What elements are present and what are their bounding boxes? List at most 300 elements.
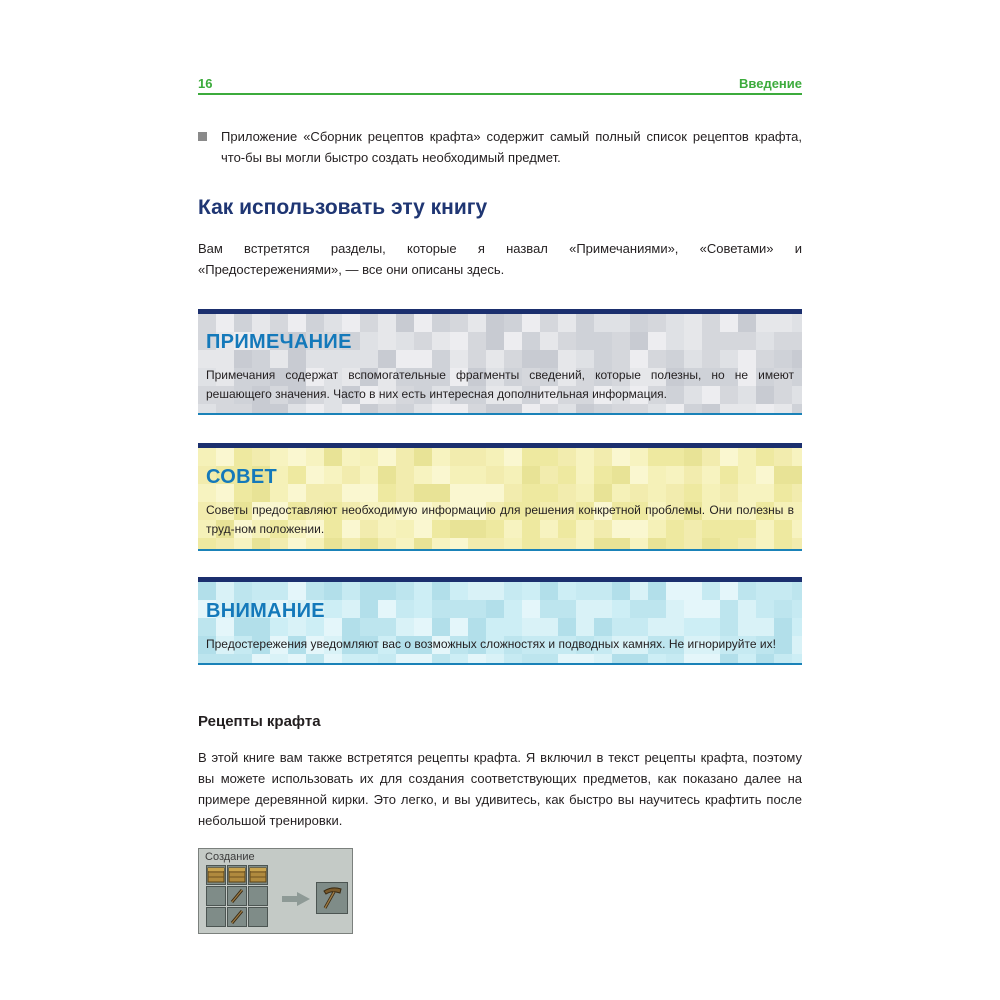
- pixel-tile: [234, 314, 252, 332]
- pixel-tile: [306, 484, 324, 502]
- pixel-tile: [558, 466, 576, 484]
- pixel-tile: [486, 466, 504, 484]
- pixel-tile: [684, 332, 702, 350]
- pixel-tile: [756, 582, 774, 600]
- pixel-tile: [252, 538, 270, 549]
- pixel-tile: [720, 314, 738, 332]
- pixel-tile: [342, 600, 360, 618]
- pixel-tile: [522, 484, 540, 502]
- pixel-tile: [270, 314, 288, 332]
- pixel-tile: [360, 582, 378, 600]
- pixel-tile: [234, 404, 252, 413]
- pixel-tile: [702, 618, 720, 636]
- pixel-tile: [288, 582, 306, 600]
- pixel-tile: [306, 466, 324, 484]
- pixel-tile: [288, 484, 306, 502]
- pixel-tile: [774, 654, 792, 663]
- pixel-tile: [396, 654, 414, 663]
- pixel-tile: [702, 404, 720, 413]
- bullet-item: [198, 126, 802, 168]
- pixel-tile: [342, 448, 360, 466]
- pixel-tile: [630, 466, 648, 484]
- pixel-tile: [792, 654, 802, 663]
- pixel-tile: [720, 538, 738, 549]
- pixel-tile: [234, 538, 252, 549]
- pixel-tile: [504, 538, 522, 549]
- pixel-tile: [630, 538, 648, 549]
- pixel-tile: [414, 600, 432, 618]
- pixel-tile: [396, 484, 414, 502]
- pixel-tile: [468, 314, 486, 332]
- pixel-tile: [414, 654, 432, 663]
- pixel-tile: [324, 654, 342, 663]
- pixel-tile: [234, 582, 252, 600]
- pixel-tile: [522, 404, 540, 413]
- pixel-tile: [450, 314, 468, 332]
- page-number: 16: [198, 76, 213, 91]
- wooden-pickaxe-icon: [317, 883, 347, 913]
- pixel-tile: [306, 538, 324, 549]
- warning-text: Предостережения уведомляют вас о возможных сложностях и подводных камнях. Не игнорируйте их!: [206, 637, 776, 651]
- pixel-tile: [486, 582, 504, 600]
- pixel-tile: [576, 466, 594, 484]
- pixel-tile: [396, 332, 414, 350]
- pixel-tile: [450, 582, 468, 600]
- pixel-tile: [666, 448, 684, 466]
- pixel-tile: [648, 466, 666, 484]
- pixel-tile: [216, 314, 234, 332]
- pixel-tile: [756, 538, 774, 549]
- pixel-tile: [414, 404, 432, 413]
- pixel-tile: [576, 314, 594, 332]
- pixel-tile: [468, 654, 486, 663]
- pixel-tile: [630, 332, 648, 350]
- crafting-slot: [206, 865, 226, 885]
- pixel-tile: [198, 582, 216, 600]
- pixel-tile: [324, 618, 342, 636]
- pixel-tile: [270, 404, 288, 413]
- pixel-tile: [378, 314, 396, 332]
- pixel-tile: [576, 484, 594, 502]
- pixel-tile: [540, 484, 558, 502]
- pixel-tile: [396, 466, 414, 484]
- pixel-tile: [666, 466, 684, 484]
- pixel-tile: [576, 538, 594, 549]
- pixel-tile: [450, 600, 468, 618]
- pixel-tile: [486, 314, 504, 332]
- pixel-tile: [306, 582, 324, 600]
- pixel-tile: [756, 332, 774, 350]
- pixel-tile: [576, 582, 594, 600]
- section-heading: Как использовать эту книгу: [198, 196, 488, 219]
- pixel-tile: [720, 654, 738, 663]
- crafting-slot: [227, 886, 247, 906]
- pixel-tile: [774, 466, 792, 484]
- pixel-tile: [774, 538, 792, 549]
- pixel-tile: [306, 314, 324, 332]
- pixel-tile: [522, 448, 540, 466]
- pixel-tile: [720, 582, 738, 600]
- pixel-tile: [252, 582, 270, 600]
- pixel-tile: [666, 600, 684, 618]
- pixel-tile: [288, 538, 306, 549]
- crafting-slot: [227, 865, 247, 885]
- pixel-tile: [324, 314, 342, 332]
- pixel-tile: [432, 582, 450, 600]
- pixel-tile: [342, 618, 360, 636]
- pixel-tile: [360, 654, 378, 663]
- pixel-tile: [324, 538, 342, 549]
- pixel-tile: [486, 538, 504, 549]
- pixel-tile: [594, 466, 612, 484]
- pixel-tile: [396, 448, 414, 466]
- pixel-tile: [702, 314, 720, 332]
- pixel-tile: [720, 448, 738, 466]
- pixel-tile: [378, 618, 396, 636]
- pixel-tile: [540, 404, 558, 413]
- pixel-tile: [702, 332, 720, 350]
- pixel-tile: [684, 654, 702, 663]
- pixel-tile: [738, 448, 756, 466]
- pixel-tile: [288, 314, 306, 332]
- pixel-tile: [666, 484, 684, 502]
- pixel-tile: [576, 600, 594, 618]
- crafting-slot: [248, 865, 268, 885]
- pixel-tile: [270, 582, 288, 600]
- pixel-tile: [774, 448, 792, 466]
- stick-icon: [228, 908, 246, 926]
- pixel-tile: [342, 654, 360, 663]
- pixel-tile: [378, 538, 396, 549]
- pixel-tile: [540, 332, 558, 350]
- pixel-tile: [342, 466, 360, 484]
- pixel-tile: [468, 538, 486, 549]
- pixel-tile: [792, 600, 802, 618]
- pixel-tile: [558, 600, 576, 618]
- pixel-tile: [738, 538, 756, 549]
- pixel-tile: [738, 654, 756, 663]
- pixel-tile: [522, 618, 540, 636]
- pixel-tile: [450, 538, 468, 549]
- crafting-figure: [198, 848, 353, 934]
- pixel-tile: [414, 314, 432, 332]
- pixel-tile: [630, 404, 648, 413]
- pixel-tile: [738, 404, 756, 413]
- pixel-tile: [342, 484, 360, 502]
- pixel-tile: [288, 448, 306, 466]
- pixel-tile: [504, 582, 522, 600]
- pixel-tile: [684, 618, 702, 636]
- pixel-tile: [234, 448, 252, 466]
- pixel-tile: [306, 654, 324, 663]
- planks-icon: [249, 866, 267, 884]
- pixel-tile: [432, 618, 450, 636]
- pixel-tile: [756, 484, 774, 502]
- pixel-tile: [648, 484, 666, 502]
- pixel-tile: [522, 466, 540, 484]
- pixel-tile: [432, 404, 450, 413]
- pixel-tile: [738, 314, 756, 332]
- pixel-tile: [792, 538, 802, 549]
- pixel-tile: [540, 654, 558, 663]
- pixel-tile: [252, 314, 270, 332]
- pixel-tile: [252, 448, 270, 466]
- pixel-tile: [666, 538, 684, 549]
- pixel-tile: [486, 484, 504, 502]
- pixel-tile: [252, 654, 270, 663]
- pixel-tile: [558, 484, 576, 502]
- pixel-tile: [396, 600, 414, 618]
- pixel-tile: [648, 600, 666, 618]
- pixel-tile: [486, 654, 504, 663]
- pixel-tile: [450, 448, 468, 466]
- pixel-tile: [360, 404, 378, 413]
- pixel-tile: [414, 332, 432, 350]
- pixel-tile: [198, 538, 216, 549]
- planks-icon: [207, 866, 225, 884]
- running-header: [198, 76, 802, 95]
- pixel-tile: [324, 582, 342, 600]
- pixel-tile: [612, 448, 630, 466]
- section-intro: Вам встретятся разделы, которые я назвал «Примечаниями», «Советами» и «Предостережениями», — все они описаны здесь.: [198, 241, 802, 277]
- pixel-tile: [216, 448, 234, 466]
- pixel-tile: [522, 600, 540, 618]
- pixel-tile: [414, 448, 432, 466]
- pixel-tile: [756, 466, 774, 484]
- pixel-tile: [378, 466, 396, 484]
- pixel-tile: [252, 404, 270, 413]
- pixel-tile: [198, 448, 216, 466]
- pixel-tile: [450, 466, 468, 484]
- pixel-tile: [594, 600, 612, 618]
- pixel-tile: [774, 618, 792, 636]
- pixel-tile: [522, 332, 540, 350]
- pixel-tile: [612, 618, 630, 636]
- pixel-tile: [378, 654, 396, 663]
- pixel-tile: [630, 314, 648, 332]
- pixel-tile: [630, 484, 648, 502]
- pixel-tile: [720, 466, 738, 484]
- pixel-tile: [558, 618, 576, 636]
- pixel-tile: [468, 404, 486, 413]
- tip-box: [198, 443, 802, 551]
- tip-text: Советы предоставляют необходимую информацию для решения конкретной проблемы. Они полезны в труд-ном положении.: [206, 503, 794, 536]
- bullet-text: Приложение «Сборник рецептов крафта» содержит самый полный список рецептов крафта, что-бы вы могли быстро создать необходимый предмет.: [221, 129, 802, 165]
- pixel-tile: [270, 538, 288, 549]
- pixel-tile: [450, 654, 468, 663]
- pixel-tile: [594, 538, 612, 549]
- pixel-tile: [324, 448, 342, 466]
- pixel-tile: [306, 404, 324, 413]
- pixel-tile: [342, 582, 360, 600]
- pixel-tile: [414, 582, 432, 600]
- pixel-tile: [738, 332, 756, 350]
- crafting-slot: [248, 907, 268, 927]
- pixel-tile: [558, 332, 576, 350]
- pixel-tile: [738, 466, 756, 484]
- pixel-tile: [468, 448, 486, 466]
- pixel-tile: [396, 618, 414, 636]
- pixel-tile: [216, 538, 234, 549]
- pixel-tile: [612, 484, 630, 502]
- crafting-slot: [248, 886, 268, 906]
- pixel-tile: [792, 314, 802, 332]
- pixel-tile: [540, 618, 558, 636]
- pixel-tile: [360, 484, 378, 502]
- pixel-tile: [360, 314, 378, 332]
- pixel-tile: [432, 448, 450, 466]
- pixel-tile: [648, 582, 666, 600]
- pixel-tile: [378, 600, 396, 618]
- pixel-tile: [648, 448, 666, 466]
- pixel-tile: [324, 466, 342, 484]
- pixel-tile: [504, 484, 522, 502]
- pixel-tile: [648, 332, 666, 350]
- pixel-tile: [756, 618, 774, 636]
- pixel-tile: [594, 404, 612, 413]
- pixel-tile: [504, 448, 522, 466]
- pixel-tile: [468, 484, 486, 502]
- pixel-tile: [378, 404, 396, 413]
- pixel-tile: [270, 654, 288, 663]
- pixel-tile: [684, 404, 702, 413]
- pixel-tile: [198, 404, 216, 413]
- crafting-slot: [206, 886, 226, 906]
- pixel-tile: [540, 466, 558, 484]
- pixel-tile: [504, 314, 522, 332]
- pixel-tile: [558, 654, 576, 663]
- pixel-tile: [468, 600, 486, 618]
- pixel-tile: [738, 582, 756, 600]
- pixel-tile: [756, 404, 774, 413]
- pixel-tile: [216, 582, 234, 600]
- pixel-tile: [360, 448, 378, 466]
- pixel-tile: [792, 582, 802, 600]
- pixel-tile: [324, 600, 342, 618]
- pixel-tile: [504, 654, 522, 663]
- planks-icon: [228, 866, 246, 884]
- pixel-tile: [666, 618, 684, 636]
- pixel-tile: [612, 654, 630, 663]
- pixel-tile: [414, 466, 432, 484]
- pixel-tile: [684, 484, 702, 502]
- pixel-tile: [702, 448, 720, 466]
- pixel-tile: [630, 618, 648, 636]
- crafting-label: Создание: [205, 851, 255, 863]
- pixel-tile: [756, 600, 774, 618]
- pixel-tile: [342, 314, 360, 332]
- pixel-tile: [540, 314, 558, 332]
- pixel-tile: [450, 484, 468, 502]
- pixel-tile: [702, 600, 720, 618]
- pixel-tile: [288, 466, 306, 484]
- crafting-output-slot: [316, 882, 348, 914]
- pixel-tile: [774, 314, 792, 332]
- pixel-tile: [684, 582, 702, 600]
- pixel-tile: [432, 466, 450, 484]
- pixel-tile: [648, 538, 666, 549]
- pixel-tile: [324, 404, 342, 413]
- pixel-tile: [288, 654, 306, 663]
- recipes-paragraph: В этой книге вам также встретятся рецепты крафта. Я включил в текст рецепты крафта, поэтому вы можете использовать их для создания соответствующих предметов, как показано далее на примере деревянной кирки. Это легко, и вы удивитесь, как быстро вы научитесь крафтить после небольшой тренировки.: [198, 750, 802, 828]
- pixel-tile: [450, 332, 468, 350]
- pixel-tile: [522, 538, 540, 549]
- pixel-tile: [540, 582, 558, 600]
- pixel-tile: [432, 538, 450, 549]
- pixel-tile: [612, 332, 630, 350]
- pixel-tile: [450, 404, 468, 413]
- pixel-tile: [756, 654, 774, 663]
- pixel-tile: [396, 314, 414, 332]
- pixel-tile: [558, 314, 576, 332]
- pixel-tile: [594, 654, 612, 663]
- pixel-tile: [198, 654, 216, 663]
- pixel-tile: [756, 314, 774, 332]
- crafting-slot: [206, 907, 226, 927]
- pixel-tile: [486, 448, 504, 466]
- pixel-tile: [684, 314, 702, 332]
- pixel-tile: [738, 484, 756, 502]
- pixel-tile: [792, 404, 802, 413]
- pixel-tile: [324, 484, 342, 502]
- pixel-tile: [774, 582, 792, 600]
- pixel-tile: [576, 654, 594, 663]
- pixel-tile: [216, 654, 234, 663]
- pixel-tile: [792, 448, 802, 466]
- pixel-tile: [450, 618, 468, 636]
- warning-title: ВНИМАНИЕ: [206, 600, 325, 622]
- pixel-tile: [594, 332, 612, 350]
- pixel-tile: [432, 600, 450, 618]
- square-bullet-icon: [198, 132, 207, 141]
- pixel-tile: [558, 538, 576, 549]
- warning-box: [198, 577, 802, 665]
- pixel-tile: [594, 582, 612, 600]
- pixel-tile: [504, 332, 522, 350]
- pixel-tile: [342, 404, 360, 413]
- pixel-tile: [666, 654, 684, 663]
- pixel-tile: [504, 600, 522, 618]
- pixel-tile: [216, 404, 234, 413]
- pixel-tile: [468, 466, 486, 484]
- pixel-tile: [486, 600, 504, 618]
- pixel-tile: [504, 404, 522, 413]
- pixel-tile: [774, 332, 792, 350]
- pixel-tile: [666, 404, 684, 413]
- pixel-tile: [540, 448, 558, 466]
- pixel-tile: [306, 448, 324, 466]
- pixel-tile: [576, 404, 594, 413]
- pixel-tile: [630, 600, 648, 618]
- pixel-tile: [522, 654, 540, 663]
- pixel-tile: [396, 404, 414, 413]
- pixel-tile: [666, 332, 684, 350]
- pixel-tile: [792, 484, 802, 502]
- pixel-tile: [666, 582, 684, 600]
- pixel-tile: [486, 332, 504, 350]
- pixel-tile: [612, 538, 630, 549]
- pixel-tile: [702, 538, 720, 549]
- pixel-tile: [360, 538, 378, 549]
- pixel-tile: [360, 466, 378, 484]
- pixel-tile: [612, 582, 630, 600]
- pixel-tile: [648, 314, 666, 332]
- pixel-tile: [792, 466, 802, 484]
- pixel-tile: [360, 618, 378, 636]
- pixel-tile: [666, 314, 684, 332]
- pixel-tile: [468, 332, 486, 350]
- arrow-right-icon: [281, 891, 311, 907]
